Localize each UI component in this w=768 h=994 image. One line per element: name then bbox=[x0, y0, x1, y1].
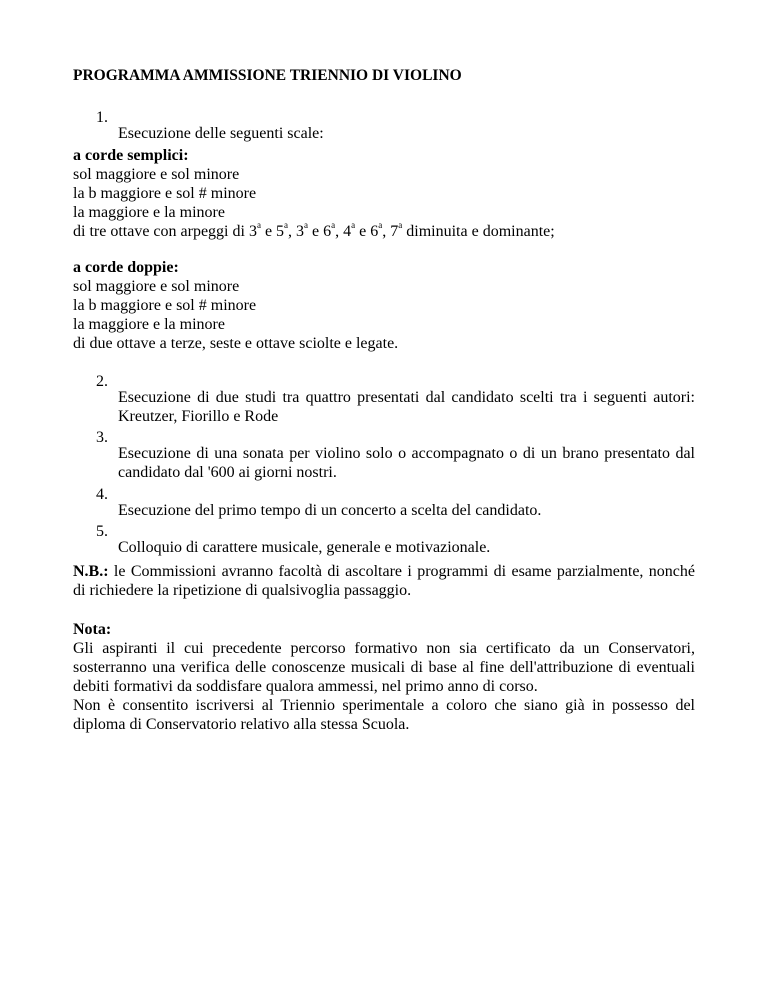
section-corde-semplici bbox=[73, 146, 695, 241]
scale-line: sol maggiore e sol minore bbox=[73, 278, 240, 295]
list-text: Esecuzione di due studi tra quattro presentati dal candidato scelti tra i seguenti autori: Kreutzer, Fiorillo e Rode bbox=[118, 389, 695, 425]
scale-line: la maggiore e la minore bbox=[73, 204, 225, 221]
nota-section bbox=[73, 620, 695, 734]
nb-text: le Commissioni avranno facoltà di ascoltare i programmi di esame parzialmente, nonché di richiedere la ripetizione di qualsivoglia passaggio. bbox=[73, 563, 695, 599]
scale-line: la b maggiore e sol # minore bbox=[73, 297, 257, 314]
nota-paragraph-1: Gli aspiranti il cui precedente percorso formativo non sia certificato da un Conservatori, sosterranno una verifica delle conoscenze musicali di base al fine dell'attribuzione di eventuali debiti formativi da soddisfare qualora ammessi, nel primo anno di corso. bbox=[73, 640, 695, 695]
scale-line: di due ottave a terze, seste e ottave sciolte e legate. bbox=[73, 335, 399, 352]
section-corde-doppie bbox=[73, 258, 695, 353]
list-number: 2. bbox=[96, 373, 108, 390]
scale-line: la maggiore e la minore bbox=[73, 316, 225, 333]
list-number: 1. bbox=[96, 109, 108, 126]
list-text: Esecuzione del primo tempo di un concerto a scelta del candidato. bbox=[118, 502, 542, 519]
list-number: 3. bbox=[96, 429, 108, 446]
section-heading: a corde semplici: bbox=[73, 147, 189, 164]
document-title: PROGRAMMA AMMISSIONE TRIENNIO DI VIOLINO bbox=[73, 67, 462, 84]
scale-line: sol maggiore e sol minore bbox=[73, 166, 240, 183]
list-text: Colloquio di carattere musicale, generale e motivazionale. bbox=[118, 539, 491, 556]
section-heading: a corde doppie: bbox=[73, 259, 179, 276]
list-number: 4. bbox=[96, 486, 108, 503]
nota-label: Nota: bbox=[73, 621, 112, 638]
list-text: Esecuzione di una sonata per violino solo o accompagnato o di un brano presentato dal candidato dal '600 ai giorni nostri. bbox=[118, 445, 695, 481]
list-text: Esecuzione delle seguenti scale: bbox=[118, 125, 324, 142]
list-number: 5. bbox=[96, 523, 108, 540]
scale-line: la b maggiore e sol # minore bbox=[73, 185, 257, 202]
nota-paragraph-2: Non è consentito iscriversi al Triennio sperimentale a coloro che siano già in possesso del diploma di Conservatorio relativo alla stessa Scuola. bbox=[73, 697, 695, 733]
arpeggi-line: di tre ottave con arpeggi di 3$^a$ e 5$^a$, 3$^a$ e 6$^a$, 4$^a$ e 6$^a$, 7$^a$ diminuita e dominante; bbox=[73, 219, 555, 240]
nb-label: N.B.: bbox=[73, 563, 109, 580]
nb-paragraph bbox=[73, 562, 695, 600]
